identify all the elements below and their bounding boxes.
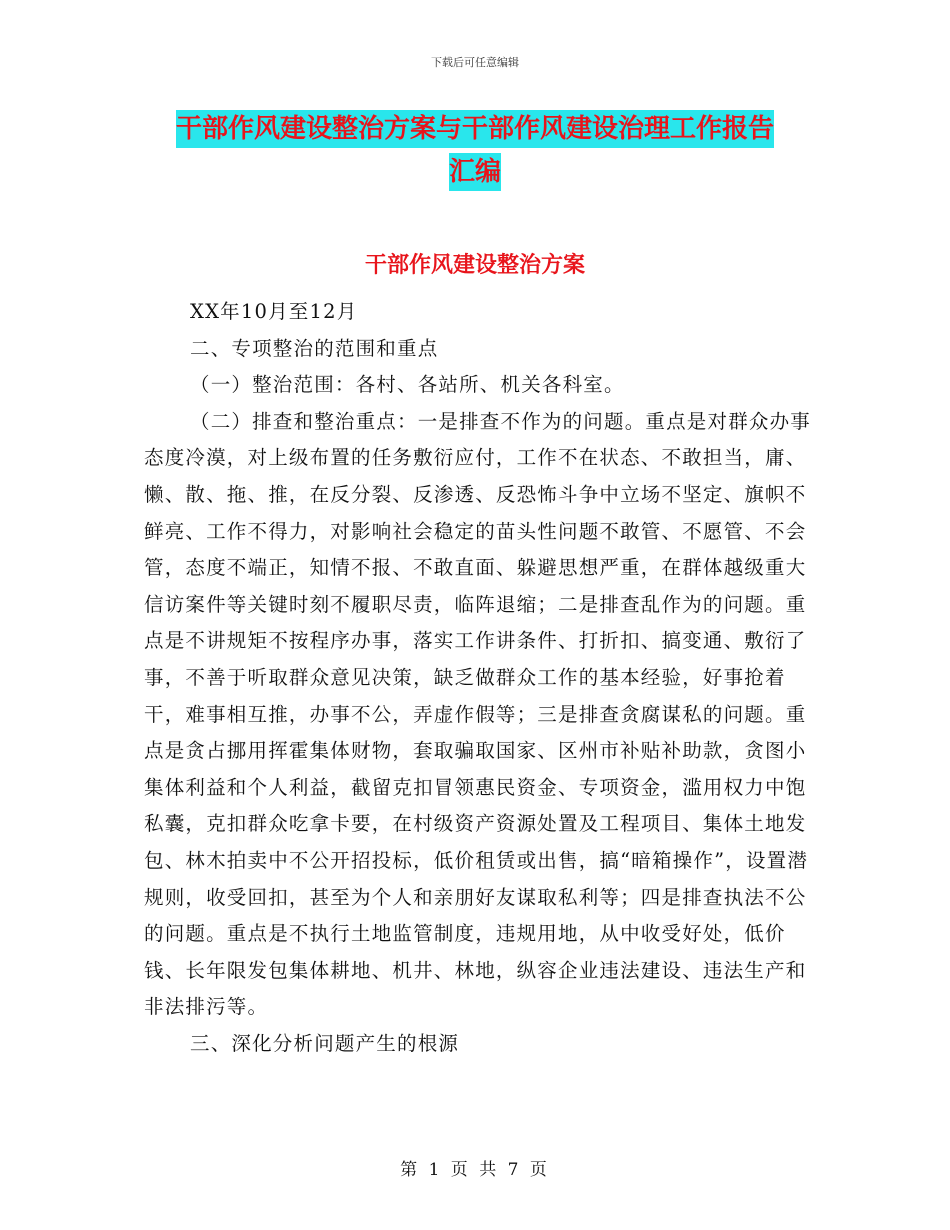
section-heading-3: 三、深化分析问题产生的根源 — [190, 1031, 460, 1055]
title-highlight-1: 干部作风建设整治方案与干部作风建设治理工作报告 — [176, 110, 774, 148]
document-title-line-2 — [0, 155, 950, 189]
page-number: 第 1 页 共 7 页 — [400, 1160, 550, 1180]
header-note: 下载后可任意编辑 — [431, 56, 519, 69]
scope-paragraph: （一）整治范围：各村、各站所、机关各科室。 — [190, 373, 625, 397]
section-title: 干部作风建设整治方案 — [364, 253, 585, 278]
document-body — [144, 294, 814, 1062]
section-heading-2: 二、专项整治的范围和重点 — [190, 336, 439, 360]
focus-paragraph: （二）排查和整治重点：一是排查不作为的问题。重点是对群众办事态度冷漠，对上级布置的任务敷衍应付，工作不在状态、不敢担当，庸、懒、散、拖、推，在反分裂、反渗透、反恐怖斗争中立场不坚定、旗帜不鲜亮、工作不得力，对影响社会稳定的苗头性问题不敢管、不愿管、不会管，态度不端正，知情不报、不敢直面、躲避思想严重，在群体越级重大信访案件等关键时刻不履职尽责，临阵退缩；二是排查乱作为的问题。重点是不讲规矩不按程序办事，落实工作讲条件、打折扣、搞变通、敷衍了事，不善于听取群众意见决策，缺乏做群众工作的基本经验，好事抢着干，难事相互推，办事不公，弄虚作假等；三是排查贪腐谋私的问题。重点是贪占挪用挥霍集体财物，套取骗取国家、区州市补贴补助款，贪图小集体利益和个人利益，截留克扣冒领惠民资金、专项资金，滥用权力中饱私囊，克扣群众吃拿卡要，在村级资产资源处置及工程项目、集体土地发包、林木拍卖中不公开招投标，低价租赁或出售，搞“暗箱操作”，设置潜规则，收受回扣，甚至为个人和亲朋好友谋取私利等；四是排查执法不公的问题。重点是不执行土地监管制度，违规用地，从中收受好处，低价钱、长年限发包集体耕地、机井、林地，纵容企业违法建设、违法生产和非法排污等。 — [144, 409, 812, 1019]
document-title-line-1 — [0, 112, 950, 146]
title-highlight-2: 汇编 — [449, 153, 501, 191]
date-range-paragraph: XX年10月至12月 — [190, 300, 358, 323]
